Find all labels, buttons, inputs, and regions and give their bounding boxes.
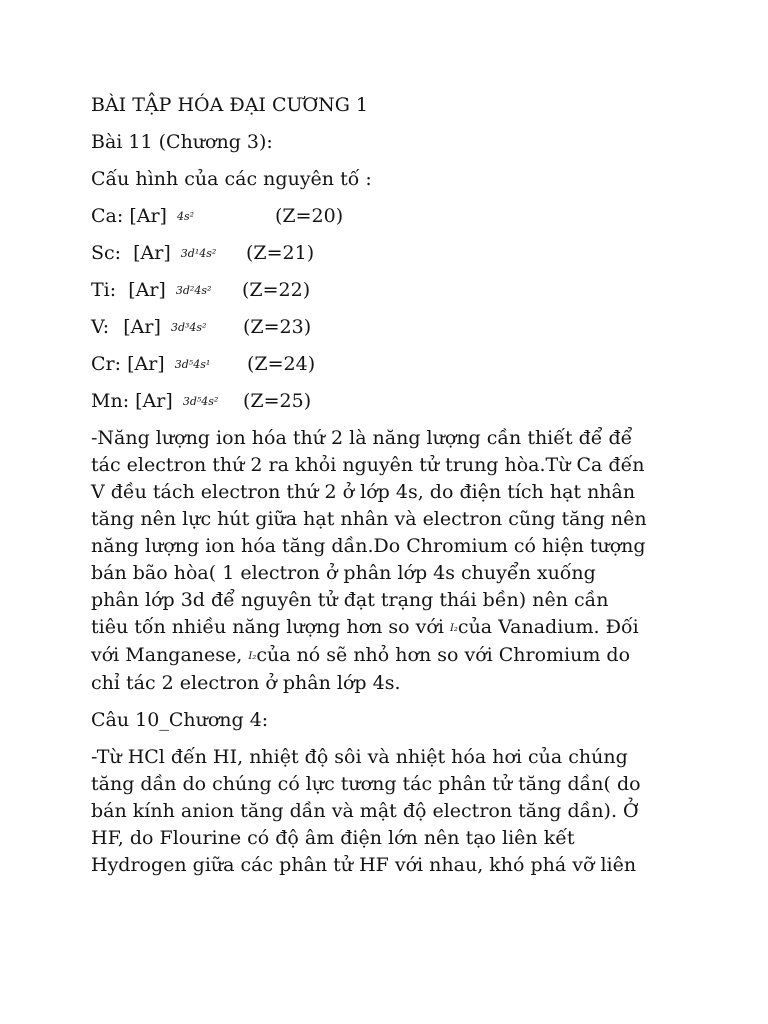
atomic-number: (Z=23) xyxy=(243,316,312,338)
atomic-number: (Z=20) xyxy=(275,205,344,227)
core-notation: [Ar] xyxy=(128,279,166,301)
paragraph-line: năng lượng ion hóa tăng dần.Do Chromium có hiện tượng xyxy=(91,535,646,557)
core-notation: [Ar] xyxy=(129,205,167,227)
core-notation: [Ar] xyxy=(127,353,165,375)
atomic-number: (Z=22) xyxy=(242,279,311,301)
ionization-paragraph xyxy=(91,425,691,697)
paragraph-line: V đều tách electron thứ 2 ở lớp 4s, do điện tích hạt nhân xyxy=(91,481,636,503)
paragraph-line: phân lớp 3d để nguyên tử đạt trạng thái bền) nên cần xyxy=(91,589,609,611)
core-notation: [Ar] xyxy=(135,390,173,412)
atomic-number: (Z=25) xyxy=(243,390,312,412)
paragraph-line: bán bão hòa( 1 electron ở phân lớp 4s chuyển xuống xyxy=(91,562,596,584)
electron-configuration: 4s² xyxy=(177,210,195,223)
paragraph-line: bán kính anion tăng dần và mật độ electron tăng dần). Ở xyxy=(91,800,639,822)
config-row-sc xyxy=(91,240,691,267)
paragraph-line xyxy=(91,642,691,670)
electron-configuration: 3d¹4s² xyxy=(180,247,217,260)
core-notation: [Ar] xyxy=(123,316,161,338)
electron-configuration: 3d⁵4s¹ xyxy=(174,358,211,371)
electron-configuration: 3d³4s² xyxy=(170,321,207,334)
element-symbol: V: xyxy=(91,316,110,338)
line-text: của Vanadium. Đối xyxy=(457,616,639,638)
atomic-number: (Z=21) xyxy=(246,242,315,264)
exercise-heading-10: Câu 10_Chương 4: xyxy=(91,709,269,731)
element-symbol: Mn: xyxy=(91,390,130,412)
paragraph-line: -Từ HCl đến HI, nhiệt độ sôi và nhiệt hóa hơi của chúng xyxy=(91,746,628,768)
element-symbol: Ca: xyxy=(91,205,124,227)
config-row-v xyxy=(91,314,691,341)
config-row-ti xyxy=(91,277,691,304)
paragraph-line: -Năng lượng ion hóa thứ 2 là năng lượng cần thiết để để xyxy=(91,427,633,449)
ionization-energy-symbol: I₂ xyxy=(248,651,257,662)
exercise-heading-11: Bài 11 (Chương 3): xyxy=(91,131,273,153)
paragraph-line: chỉ tác 2 electron ở phân lớp 4s. xyxy=(91,672,401,694)
core-notation: [Ar] xyxy=(133,242,171,264)
paragraph-line: HF, do Flourine có độ âm điện lớn nên tạo liên kết xyxy=(91,827,575,849)
config-row-ca xyxy=(91,203,691,230)
paragraph-line: Hydrogen giữa các phân tử HF với nhau, khó phá vỡ liên xyxy=(91,854,637,876)
config-row-cr xyxy=(91,351,691,378)
document-page xyxy=(91,92,691,889)
element-symbol: Cr: xyxy=(91,353,122,375)
element-symbol: Ti: xyxy=(91,279,117,301)
line-text: của nó sẽ nhỏ hơn so với Chromium do xyxy=(256,644,631,666)
config-row-mn xyxy=(91,388,691,415)
paragraph-line xyxy=(91,614,691,642)
paragraph-line: tác electron thứ 2 ra khỏi nguyên tử trung hòa.Từ Ca đến xyxy=(91,454,645,476)
electron-configuration: 3d²4s² xyxy=(175,284,212,297)
electron-configuration: 3d⁵4s² xyxy=(182,395,219,408)
paragraph-line: tăng dần do chúng có lực tương tác phân tử tăng dần( do xyxy=(91,773,641,795)
document-title: BÀI TẬP HÓA ĐẠI CƯƠNG 1 xyxy=(91,94,369,116)
boiling-point-paragraph xyxy=(91,744,691,879)
element-symbol: Sc: xyxy=(91,242,122,264)
config-intro: Cấu hình của các nguyên tố : xyxy=(91,168,372,190)
atomic-number: (Z=24) xyxy=(247,353,316,375)
ionization-energy-symbol: I₂ xyxy=(449,623,458,634)
paragraph-line: tăng nên lực hút giữa hạt nhân và electron cũng tăng nên xyxy=(91,508,647,530)
line-text: tiêu tốn nhiều năng lượng hơn so với xyxy=(91,616,450,638)
line-text: với Manganese, xyxy=(91,644,249,666)
